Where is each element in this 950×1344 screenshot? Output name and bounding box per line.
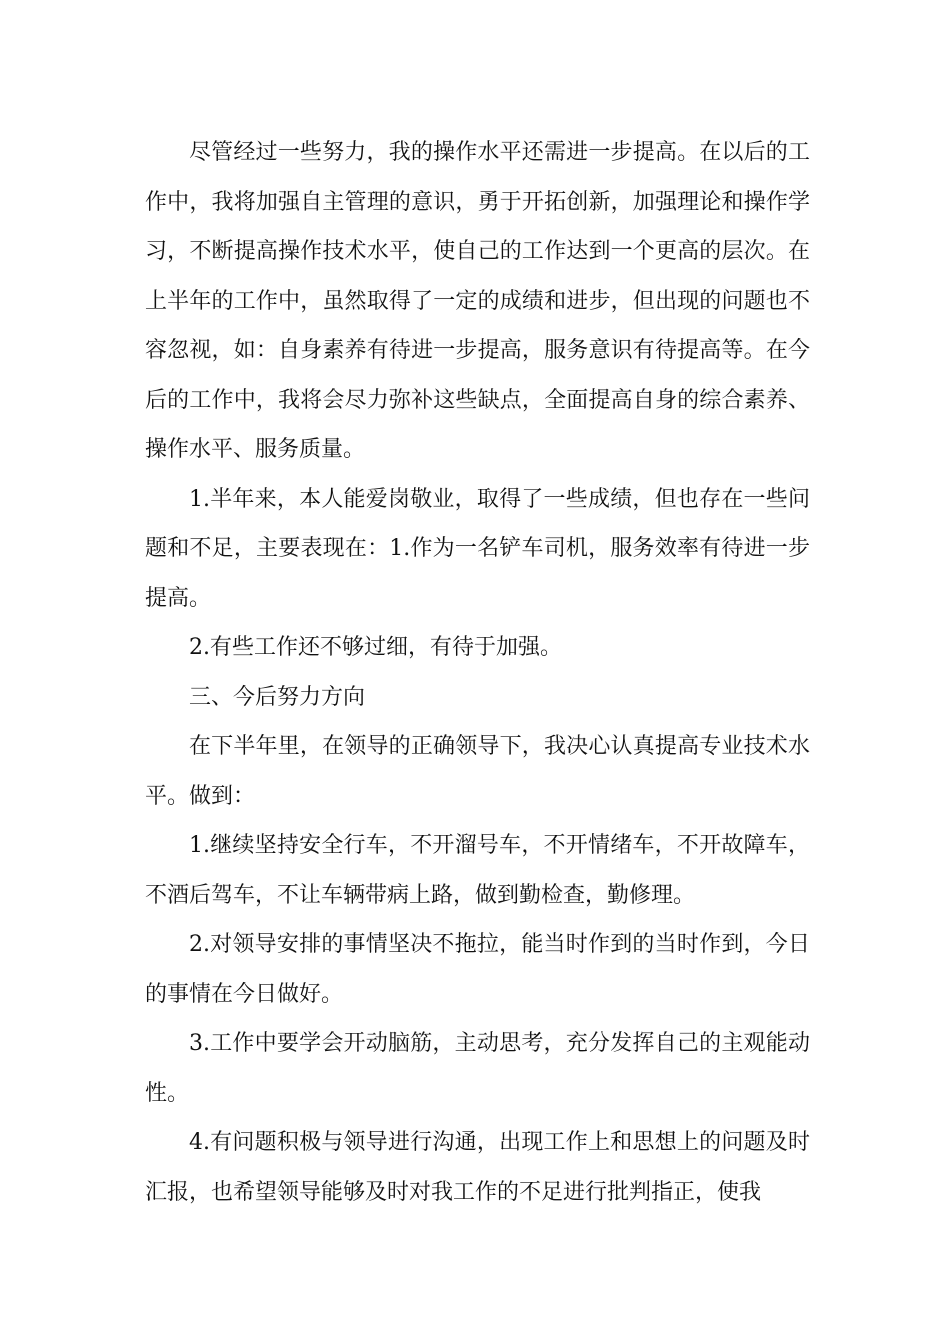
- paragraph-5: 在下半年里，在领导的正确领导下，我决心认真提高专业技术水平。做到：: [145, 734, 810, 809]
- paragraph-1: 尽管经过一些努力，我的操作水平还需进一步提高。在以后的工作中，我将加强自主管理的意识，勇于开拓创新，加强理论和操作学习，不断提高操作技术水平，使自己的工作达到一个更高的层次。在上半年的工作中，虽然取得了一定的成绩和进步，但出现的问题也不容忽视，如：自身素养有待进一步提高，服务意识有待提高等。在今后的工作中，我将会尽力弥补这些缺点，全面提高自身的综合素养、操作水平、服务质量。: [145, 140, 810, 462]
- section-heading: 三、今后努力方向: [189, 684, 366, 710]
- paragraph-8: 3.工作中要学会开动脑筋，主动思考，充分发挥自己的主观能动性。: [145, 1031, 810, 1106]
- paragraph-6: 1.继续坚持安全行车，不开溜号车，不开情绪车，不开故障车，不酒后驾车，不让车辆带病上路，做到勤检查，勤修理。: [145, 833, 810, 908]
- paragraph-9: 4.有问题积极与领导进行沟通，出现工作上和思想上的问题及时汇报，也希望领导能够及时对我工作的不足进行批判指正，使我: [145, 1130, 810, 1205]
- document-body: [145, 128, 810, 1217]
- paragraph-2: 1.半年来，本人能爱岗敬业，取得了一些成绩，但也存在一些问题和不足，主要表现在：1.作为一名铲车司机，服务效率有待进一步提高。: [145, 486, 810, 611]
- paragraph-3: 2.有些工作还不够过细，有待于加强。: [189, 635, 562, 660]
- paragraph-7: 2.对领导安排的事情坚决不拖拉，能当时作到的当时作到，今日的事情在今日做好。: [145, 932, 810, 1007]
